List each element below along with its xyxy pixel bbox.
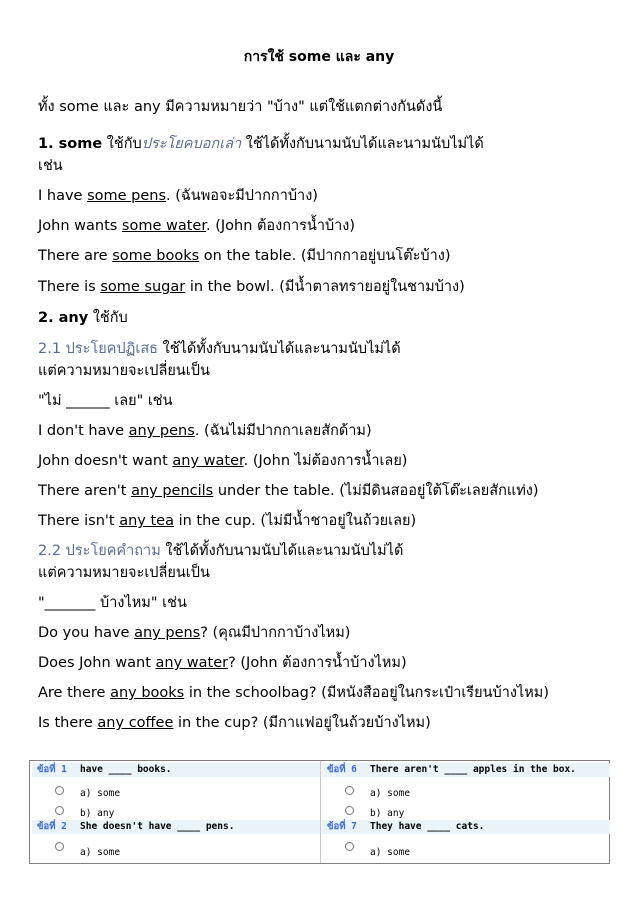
intro-line [38,98,442,116]
section-2-label: 2. any [38,310,89,326]
section-2-tail: ใช้กับ [88,310,128,326]
quiz-table [29,760,610,864]
example-7 [38,482,539,500]
section-1-italic: ประโยคบอกเล่า [141,136,242,152]
example-translation: in the cup? (มีกาแฟอยู่ในถ้วยบ้างไหม) [173,715,431,731]
question-number: ข้อที่ 2 [37,821,67,832]
question-number: ข้อที่ 1 [37,764,67,775]
example-4 [38,278,465,296]
example-text: John wants [38,218,122,234]
example-translation: . (John ต้องการน้ำบ้าง) [205,218,356,234]
example-5 [38,422,372,440]
example-10 [38,654,407,672]
question-number: ข้อที่ 7 [327,821,357,832]
section-2-1-tail: ใช้ได้ทั้งกับนามนับได้และนามนับไม่ได้ [158,341,401,357]
example-highlight: any pencils [131,483,214,499]
example-text: Is there [38,715,98,731]
example-text: Are there [38,685,111,701]
example-12 [38,714,431,732]
question-1-option-a[interactable] [32,786,320,800]
example-highlight: any tea [119,513,174,529]
example-translation: . (John ไม่ต้องการน้ำเลย) [243,453,408,469]
question-2-option-a[interactable] [32,842,320,856]
example-highlight: some pens [87,188,167,204]
example-text: There aren't [38,483,132,499]
example-translation: . (ฉันพอจะมีปากกาบ้าง) [166,188,318,204]
example-text: There is [38,279,101,295]
such-text: เช่น [38,158,63,174]
example-highlight: any pens [134,625,201,641]
example-translation: in the schoolbag? (มีหนังสืออยู่ในกระเป๋าเรียนบ้างไหม) [184,685,549,701]
question-1-option-b[interactable] [32,806,320,818]
example-highlight: any coffee [97,715,174,731]
example-6 [38,452,407,470]
radio-button[interactable] [345,806,354,815]
option-label: a) some [80,788,121,799]
section-2-2-heading [38,542,403,560]
section-1-heading [38,135,484,153]
option-label: b) any [80,808,115,818]
section-2-2-tail: ใช้ได้ทั้งกับนามนับได้และนามนับไม่ได้ [160,543,404,559]
example-translation: under the table. (ไม่มีดินสออยู่ใต้โต๊ะเลยสักแท่ง) [213,483,539,499]
section-2-1-heading [38,340,401,358]
example-11 [38,684,549,702]
example-text: I don't have [38,423,129,439]
radio-button[interactable] [55,842,64,851]
example-text: Does John want [38,655,156,671]
question-band [32,763,320,777]
example-text: John doesn't want [38,453,173,469]
section-1-label: 1. some [38,136,103,152]
section-2-1-label: 2.1 ประโยคปฏิเสธ [38,341,159,357]
example-text: There are [38,248,113,264]
example-8 [38,512,416,530]
example-translation: . (ฉันไม่มีปากกาเลยสักด้าม) [194,423,372,439]
example-3 [38,247,450,265]
example-2 [38,217,355,235]
section-2-1-line2 [38,362,210,380]
question-6-option-a[interactable] [322,786,610,800]
section-1-tail: ใช้ได้ทั้งกับนามนับได้และนามนับไม่ได้ [241,136,484,152]
question-text: They have ____ cats. [370,821,485,832]
question-text: She doesn't have ____ pens. [80,821,235,832]
example-translation: on the table. (มีปากกาอยู่บนโต๊ะบ้าง) [199,248,451,264]
question-number: ข้อที่ 6 [327,764,357,775]
question-text: have ____ books. [80,764,172,775]
example-highlight: any pens [128,423,195,439]
section-text: แต่ความหมายจะเปลี่ยนเป็น [38,363,210,379]
section-2-1-line3 [38,392,173,410]
option-label: b) any [370,808,405,818]
radio-button[interactable] [345,786,354,795]
section-1-such [38,157,63,175]
example-highlight: some books [112,248,200,264]
example-translation: in the cup. (ไม่มีน้ำชาอยู่ในถ้วยเลย) [173,513,417,529]
example-1 [38,187,318,205]
section-text: "_______ บ้างไหม" เช่น [38,595,187,611]
example-9 [38,624,350,642]
section-1-mid: ใช้กับ [102,136,142,152]
section-text: แต่ความหมายจะเปลี่ยนเป็น [38,565,210,581]
example-highlight: any water [155,655,229,671]
example-text: There isn't [38,513,120,529]
option-label: a) some [80,847,121,858]
example-translation: ? (คุณมีปากกาบ้างไหม) [200,625,351,641]
example-highlight: any books [110,685,185,701]
example-highlight: some water [121,218,206,234]
example-highlight: any water [172,453,244,469]
example-text: I have [38,188,88,204]
quiz-column-divider [320,761,321,863]
page-title: การใช้ some และ any [243,49,395,65]
section-text: "ไม่ ______ เลย" เช่น [38,393,173,409]
quiz-column-left [32,761,320,863]
option-label: a) some [370,847,411,858]
example-translation: in the bowl. (มีน้ำตาลทรายอยู่ในชามบ้าง) [185,279,465,295]
quiz-column-right [322,761,610,863]
option-label: a) some [370,788,411,799]
question-text: There aren't ____ apples in the box. [370,764,576,775]
radio-button[interactable] [55,786,64,795]
question-7-option-a[interactable] [322,842,610,856]
section-2-2-line2 [38,564,210,582]
radio-button[interactable] [345,842,354,851]
section-2-heading [38,309,128,327]
intro-text: ทั้ง some และ any มีความหมายว่า "บ้าง" แต่ใช้แตกต่างกันดังนี้ [38,99,443,115]
example-highlight: some sugar [100,279,186,295]
radio-button[interactable] [55,806,64,815]
question-6-option-b[interactable] [322,806,610,818]
section-2-2-label: 2.2 ประโยคคำถาม [38,543,161,559]
example-text: Do you have [38,625,135,641]
example-translation: ? (John ต้องการน้ำบ้างไหม) [228,655,407,671]
section-2-2-line3 [38,594,187,612]
